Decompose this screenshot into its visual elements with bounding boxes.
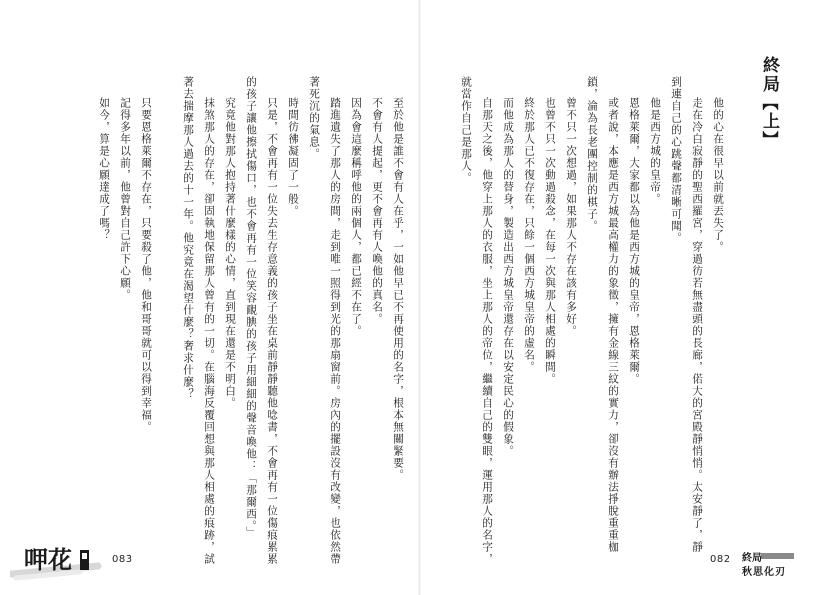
footer-book-title: 秋思化刃 (742, 567, 786, 578)
paragraph: 走在冷白寂靜的聖西羅宮，穿過彷若無盡頭的長廊，偌大的宮殿靜悄悄。太安靜了，靜 (691, 97, 703, 554)
paragraph: 曾不只一次想過，如果那人不存在該有多好。 (565, 97, 577, 338)
paragraph: 著去揣摩那人過去的十一年。他究竟在渴望什麼？奢求什麼？ (182, 76, 194, 400)
paragraph: 自那天之後，他穿上那人的衣服，坐上那人的帝位，繼續自己的雙眼，運用那人的名字， (481, 97, 493, 566)
publisher-logo (10, 530, 120, 582)
paragraph: 只是，不會再有一位失去生存意義的孩子坐在桌前靜靜聽他唸書，不會再有一位傷痕累累 (266, 97, 278, 566)
paragraph: 究竟他對那人抱持著什麼樣的心情，直到現在還是不明白。 (224, 97, 236, 410)
paragraph: 因為會這麼稱呼他的兩個人，都已經不在了。 (350, 97, 362, 338)
paragraph: 至於他是誰不會有人在乎，一如他早已不再使用的名字，根本無關緊要。 (392, 97, 404, 482)
paragraph: 到連自己的心跳聲都清晰可聞。 (670, 76, 682, 244)
section-break (156, 76, 177, 565)
book-gutter (418, 0, 421, 595)
footer-accent-bar (761, 553, 794, 559)
paragraph: 只要恩格萊爾不存在，只要殺了他，他和哥哥就可以得到幸福。 (140, 97, 152, 434)
right-page-body (455, 76, 728, 565)
paragraph: 他是西方城的皇帝。 (649, 97, 661, 206)
chapter-subtitle: 上 (759, 112, 779, 131)
chapter-subtitle-close-bracket: 】 (760, 131, 779, 149)
paragraph: 記得多年以前，他曾對自己許下心願。 (119, 97, 131, 302)
paragraph: 就當作自己是那人。 (460, 76, 472, 184)
paragraph: 時間彷彿凝固了一般。 (287, 97, 299, 218)
page-number-right: 082 (710, 554, 731, 565)
paragraph: 如今，算是心願達成了嗎？ (98, 97, 110, 242)
paragraph: 他的心在很早以前就丟失了。 (712, 97, 724, 254)
chapter-subtitle-open-bracket: 【 (760, 94, 779, 112)
paragraph: 終於那人已不復存在，只餘一個西方城皇帝的虛名。 (523, 97, 535, 374)
paragraph: 踏進遺失了那人的房間，走到唯一照得到光的那扇窗前。房內的擺設沒有改變，也依然帶 (329, 97, 341, 566)
paragraph: 的孩子讓他擦拭傷口，也不會再有一位笑容靦腆的孩子用細細的聲音喚他：「那爾西。」 (245, 76, 257, 539)
paragraph: 也曾不只一次動過殺念，在每一次與那人相處的瞬間。 (544, 97, 556, 386)
chapter-heading (758, 56, 780, 149)
paragraph: 鎖，淪為長老團控制的棋子。 (586, 76, 598, 232)
publisher-logo-text: 呷花 (24, 545, 72, 574)
paragraph: 恩格萊爾，大家都以為他是西方城的皇帝，恩格萊爾。 (628, 97, 640, 386)
paragraph: 著死沉的氣息。 (308, 76, 320, 160)
left-page-body (93, 76, 408, 565)
paragraph: 或者說，本應是西方城最高權力的象徵，擁有金線三紋的實力，卻沒有辦法掙脫重重枷 (607, 97, 619, 554)
chapter-title: 終局 (759, 56, 779, 94)
footer-chapter-label: 終局 (742, 553, 762, 564)
page-number-left: 083 (112, 554, 133, 565)
paragraph: 而他成為那人的替身，製造出西方城皇帝還存在以安定民心的假象。 (502, 97, 514, 458)
paragraph: 不會有人提起，更不會再有人喚他的真名。 (371, 97, 383, 326)
paragraph: 抹煞那人的存在，卻固執地保留那人曾有的一切。在腦海反覆回想與那人相處的痕跡，試 (203, 97, 215, 566)
